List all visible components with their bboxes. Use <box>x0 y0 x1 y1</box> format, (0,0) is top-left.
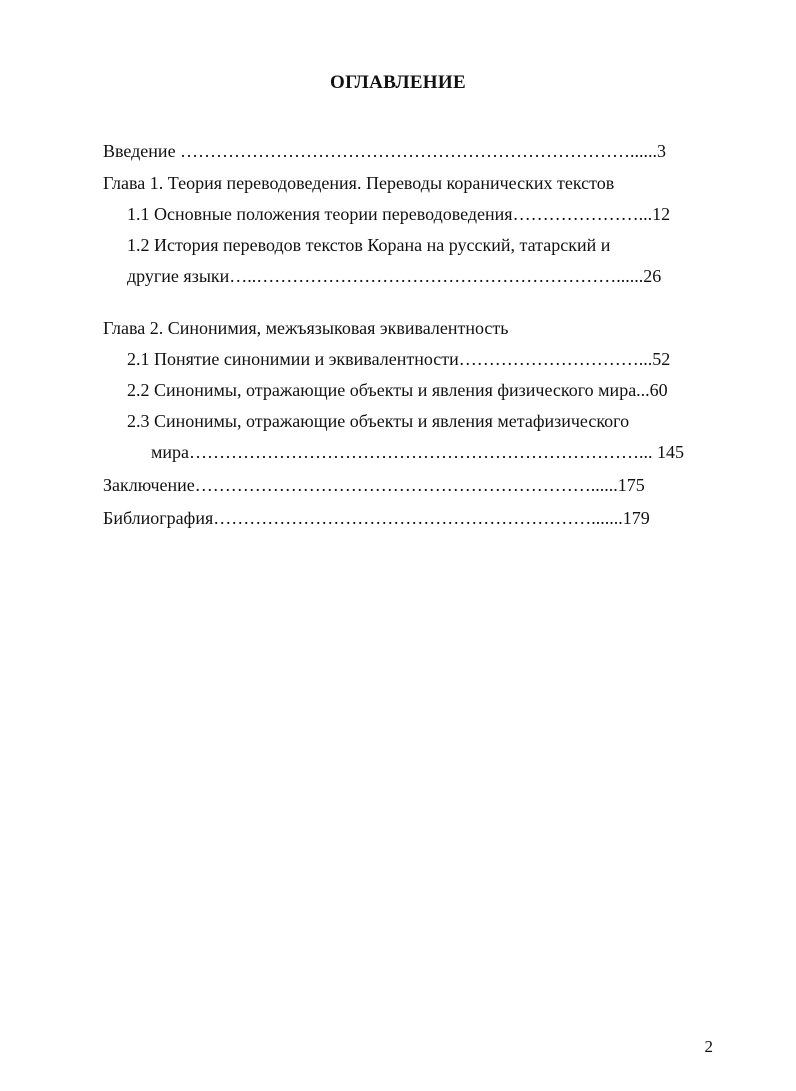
toc-entry-section-2-3: 2.3 Синонимы, отражающие объекты и явления метафизического <box>127 411 630 431</box>
toc-entry-chapter-2: Глава 2. Синонимия, межъязыковая эквивалентность <box>103 318 509 338</box>
page-title: ОГЛАВЛЕНИЕ <box>330 72 466 93</box>
toc-entry-section-1-1: 1.1 Основные положения теории переводоведения…………………...12 <box>127 204 671 224</box>
toc-entry-section-1-2-continued: другие языки…..……………………………………………………......26 <box>127 266 662 286</box>
toc-entry-introduction: Введение …………………………………………………………………......3 <box>103 141 667 161</box>
toc-entry-section-2-3-continued: мира…………………………………………………………………... 145 <box>151 442 685 462</box>
toc-entry-section-2-1: 2.1 Понятие синонимии и эквивалентности…………………………...52 <box>127 349 671 369</box>
toc-entry-bibliography: Библиография……………………………………………………….......179 <box>103 508 650 528</box>
toc-entry-chapter-1: Глава 1. Теория переводоведения. Переводы коранических текстов <box>103 173 615 193</box>
toc-entry-section-2-2: 2.2 Синонимы, отражающие объекты и явления физического мира...60 <box>127 380 668 400</box>
toc-entry-conclusion: Заключение…………………………………………………………......175 <box>103 475 645 495</box>
page-number: 2 <box>704 1037 713 1056</box>
toc-entry-section-1-2: 1.2 История переводов текстов Корана на русский, татарский и <box>127 235 611 255</box>
